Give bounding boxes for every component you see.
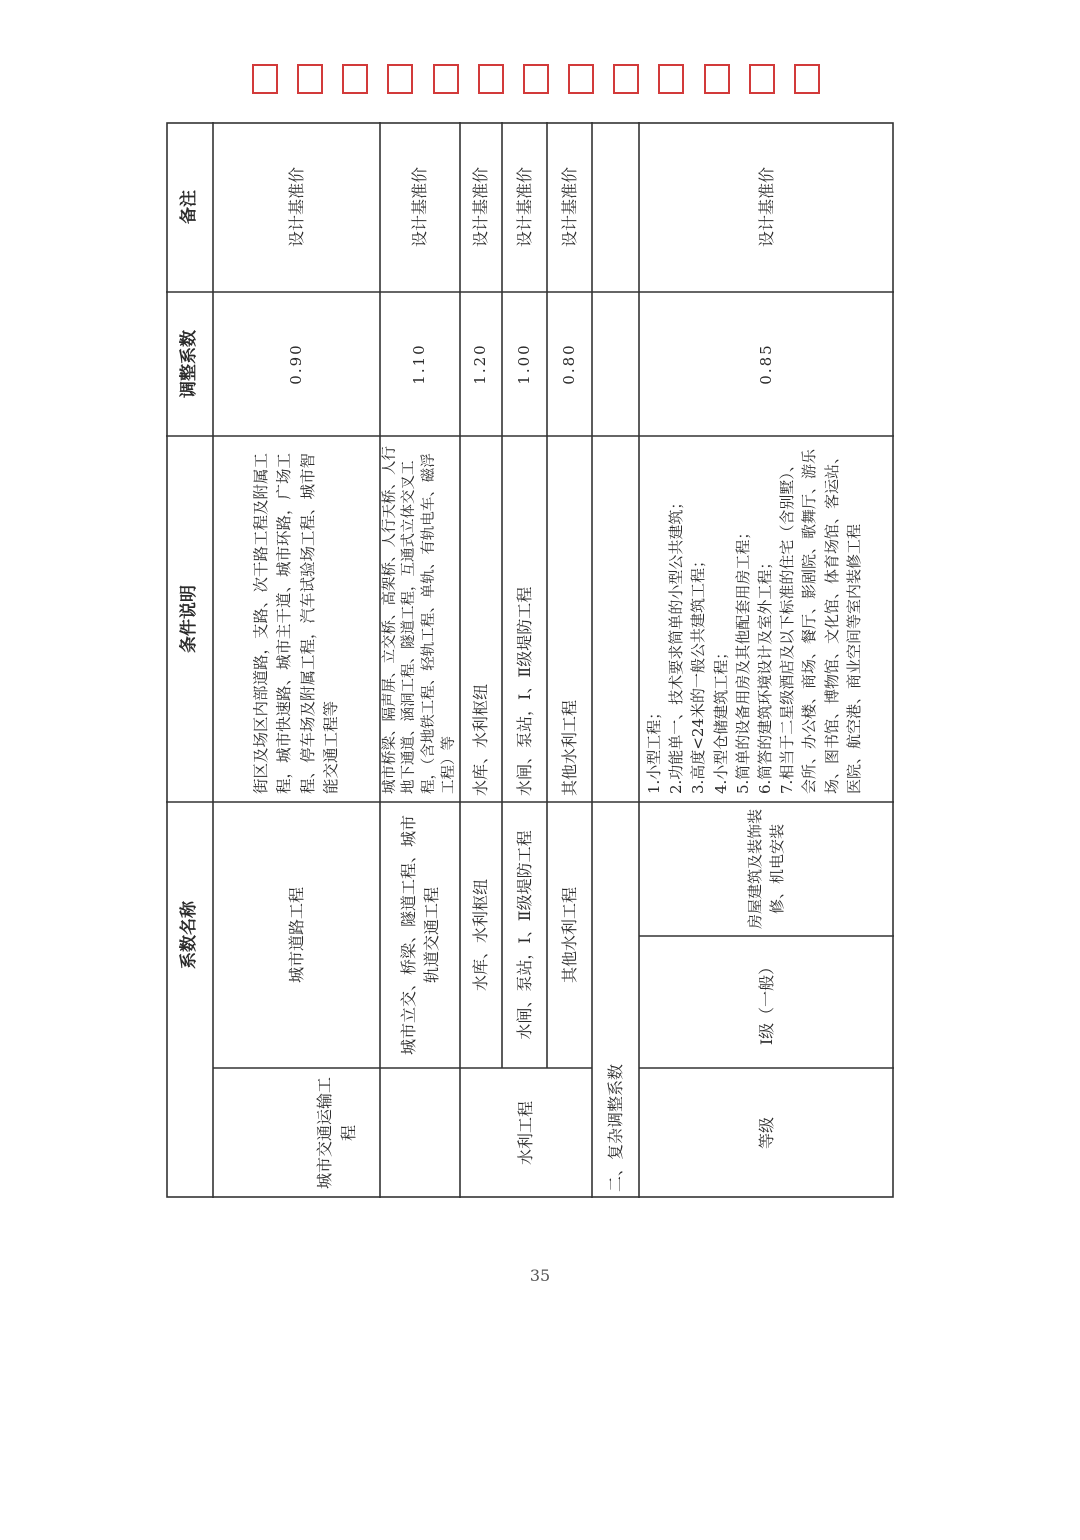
grade-header: 等级 xyxy=(756,1117,776,1150)
header-box xyxy=(297,64,323,94)
header-box xyxy=(523,64,549,94)
building-category: 房屋建筑及装饰装修、机电安装 xyxy=(745,809,786,930)
row-coefficient: 1.20 xyxy=(471,343,490,385)
condition-item: 5.简单的设备用房及其他配套用房工程； xyxy=(733,524,752,794)
header-condition: 条件说明 xyxy=(179,585,200,653)
condition-item: 4.小型仓储建筑工程； xyxy=(711,644,730,794)
group-transport: 城市交通运输工程 xyxy=(315,1077,358,1190)
header-box xyxy=(433,64,459,94)
row-remark: 设计基准价 xyxy=(410,167,430,248)
header-box xyxy=(658,64,684,94)
condition-item: 1.小型工程； xyxy=(645,704,663,794)
header-coefficient: 调整系数 xyxy=(179,330,200,398)
row-remark: 设计基准价 xyxy=(559,167,579,248)
header-box xyxy=(613,64,639,94)
row-remark: 设计基准价 xyxy=(756,167,776,248)
row-coefficient: 0.85 xyxy=(756,343,775,385)
header-box xyxy=(387,64,413,94)
row-remark: 设计基准价 xyxy=(471,167,491,248)
row-name: 水闸、泵站，Ⅰ、Ⅱ级堤防工程 xyxy=(514,830,534,1040)
grade-value: Ⅰ级（一般） xyxy=(756,958,776,1046)
rotated-table xyxy=(166,122,894,1198)
header-box xyxy=(568,64,594,94)
condition-item: 2.功能单一、技术要求简单的小型公共建筑； xyxy=(667,494,686,794)
row-coefficient: 0.90 xyxy=(286,343,305,385)
row-name: 其他水利工程 xyxy=(559,887,579,984)
row-name: 城市立交、桥梁、隧道工程、城市轨道交通工程 xyxy=(398,815,441,1056)
condition-item: 7.相当于二星级酒店及以下标准的住宅（含别墅）、会所、办公楼、商场、餐厅、影剧院、歌舞厅、游乐场、图书馆、博物馆、文化馆、体育场馆、客运站、医院、航空港、商业空间等室内装修工程 xyxy=(778,448,863,794)
row-coefficient: 1.10 xyxy=(410,343,429,385)
row-condition: 城市桥梁、隔声屏、立交桥、高架桥、人行天桥、人行地下通道、涵洞工程、隧道工程，互通式立体交叉工程，（含地铁工程、轻轨工程、单轨、有轨电车、磁浮工程）等 xyxy=(381,446,457,794)
red-header-boxes xyxy=(252,64,820,96)
row-coefficient: 1.00 xyxy=(514,343,533,385)
row-condition: 街区及场区内部道路，支路、次干路工程及附属工程，城市快速路、城市主干道、城市环路，广场工程、停车场及附属工程，汽车试验场工程、城市智能交通工程等 xyxy=(252,452,340,794)
header-box xyxy=(794,64,820,94)
header-box xyxy=(478,64,504,94)
header-box xyxy=(252,64,278,94)
group-water: 水利工程 xyxy=(516,1101,536,1166)
row-remark: 设计基准价 xyxy=(514,167,534,248)
row-remark: 设计基准价 xyxy=(286,167,306,248)
condition-item: 3.高度<24米的一般公共建筑工程； xyxy=(689,553,708,794)
row-condition: 其他水利工程 xyxy=(559,699,579,796)
page-number: 35 xyxy=(529,1266,551,1285)
row-coefficient: 0.80 xyxy=(559,343,578,385)
row-condition: 水闸、泵站，Ⅰ、Ⅱ级堤防工程 xyxy=(514,586,534,796)
condition-list xyxy=(639,436,894,802)
row-name: 水库、水利枢纽 xyxy=(471,879,491,992)
header-box xyxy=(704,64,730,94)
row-condition: 水库、水利枢纽 xyxy=(471,683,491,796)
header-name: 系数名称 xyxy=(179,901,200,969)
condition-item: 6.简答的建筑环境设计及室外工程； xyxy=(755,554,774,794)
header-box xyxy=(342,64,368,94)
header-remark: 备注 xyxy=(179,190,200,224)
row-name: 城市道路工程 xyxy=(286,887,306,984)
header-box xyxy=(749,64,775,94)
section-title: 二、复杂调整系数 xyxy=(605,1063,625,1192)
